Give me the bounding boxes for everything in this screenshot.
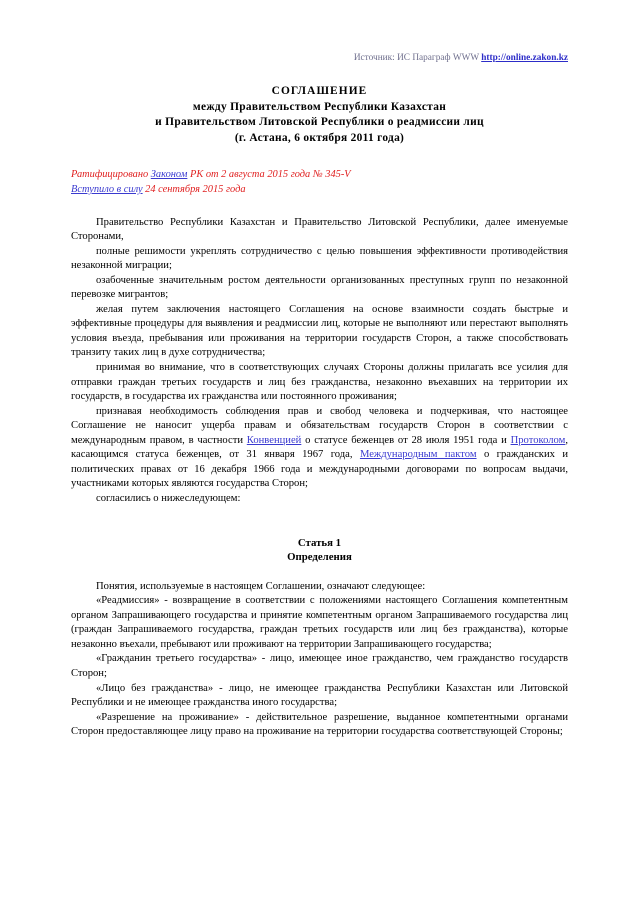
title-line-place-date: (г. Астана, 6 октября 2011 года): [234, 131, 405, 144]
article-1-heading: [71, 536, 568, 565]
entry-into-force-date: 24 сентября 2015 года: [142, 183, 246, 195]
international-covenant-link[interactable]: Международным пактом: [359, 449, 477, 461]
page-title: [71, 84, 568, 146]
preamble-paragraph-parties: Правительство Республики Казахстан и Правительство Литовской Республики, далее именуемые Сторонами,: [71, 216, 568, 243]
document-content: [71, 84, 568, 740]
preamble-paragraph-third-country-nationals: принимая во внимание, что в соответствующих случаях Стороны должны прилагать все усилия для отправки граждан третьих государств и лиц без гражданства, незаконно въехавших на территории их государств, в государства их гражданства или постоянного проживания;: [71, 362, 568, 403]
ratification-prefix: Ратифицировано: [71, 169, 151, 181]
preamble-paragraph-human-rights: [71, 405, 568, 492]
source-url-link[interactable]: http://online.zakon.kz: [481, 53, 568, 63]
preamble-block: [71, 216, 568, 507]
preamble-hr-text-2: о статусе беженцев от 28 июля 1951 года и: [301, 434, 511, 446]
ratification-suffix: РК от 2 августа 2015 года № 345-V: [187, 169, 351, 181]
title-line-agreement: СОГЛАШЕНИЕ: [271, 85, 368, 97]
title-line-party-kz: между Правительством Республики Казахстан: [192, 100, 447, 113]
article-title: Определения: [287, 551, 352, 564]
title-line-party-lt: и Правительством Литовской Республики о реадмиссии лиц: [155, 116, 484, 129]
protocol-link[interactable]: Протоколом: [510, 434, 566, 446]
preamble-paragraph-procedures: желая путем заключения настоящего Соглашения на основе взаимности создать быстрые и эффективные процедуры для выявления и реадмиссии лиц, которые не выполняют или перестают выполнять условия въезда, пребывания или проживания на территории государств Сторон, а также способствовать транзиту таких лиц в духе сотрудничества;: [71, 303, 568, 359]
article-number: Статья 1: [297, 536, 342, 549]
preamble-hr-text-1: признавая необходимость соблюдения прав и свобод человека и подчеркивая, что настоящее Соглашение не наносит ущерба правам и обязательствам государств Сторон в соответствии с международным правом, в частности: [71, 405, 568, 446]
definitions-block: [71, 580, 568, 740]
source-header: [71, 52, 568, 64]
source-label: Источник: ИС Параграф WWW: [353, 53, 480, 63]
entry-into-force-link[interactable]: Вступило в силу: [71, 183, 143, 195]
preamble-paragraph-agreed: согласились о нижеследующем:: [96, 492, 241, 504]
definition-residence-permit: «Разрешение на проживание» - действительное разрешение, выданное компетентными органами Сторон предоставляющее лицу право на проживание на территории государства соответствующей Стороны;: [71, 711, 568, 738]
definitions-intro: Понятия, используемые в настоящем Соглашении, означают следующее:: [96, 580, 426, 592]
entry-into-force-line: [71, 183, 568, 198]
ratification-note: [71, 168, 568, 197]
preamble-paragraph-crime-groups: озабоченные значительным ростом деятельности организованных преступных групп по незаконной перевозке мигрантов;: [71, 274, 568, 301]
preamble-hr-text-4: о гражданских и политических правах от 16 декабря 1966 года и международными договорами по вопросам выдачи, участниками которых являются государства Сторон;: [71, 449, 568, 490]
preamble-hr-text-3: , касающимся статуса беженцев, от 31 января 1967 года,: [71, 434, 568, 461]
convention-link[interactable]: Конвенцией: [246, 434, 302, 446]
definition-readmission: «Реадмиссия» - возвращение в соответствии с положениями настоящего Соглашения компетентным органом Запрашивающего государства и принятие компетентным органом Запрашиваемого государства лиц (граждан Запрашиваемого государства, граждан третьих государств или лиц без гражданства), которые незаконно въехали, пребывают или проживают на территории Запрашивающего государства;: [71, 595, 568, 650]
ratification-line: [71, 168, 568, 183]
definition-third-country-national: «Гражданин третьего государства» - лицо, имеющее иное гражданство, чем гражданство государств Сторон;: [71, 653, 568, 679]
preamble-paragraph-cooperation: полные решимости укреплять сотрудничество с целью повышения эффективности противодействия незаконной миграции;: [71, 245, 568, 272]
definition-stateless-person: «Лицо без гражданства» - лицо, не имеющее гражданства Республики Казахстан или Литовской Республики и не имеющее гражданства иного государства;: [71, 682, 568, 709]
law-link[interactable]: Законом: [150, 169, 188, 181]
